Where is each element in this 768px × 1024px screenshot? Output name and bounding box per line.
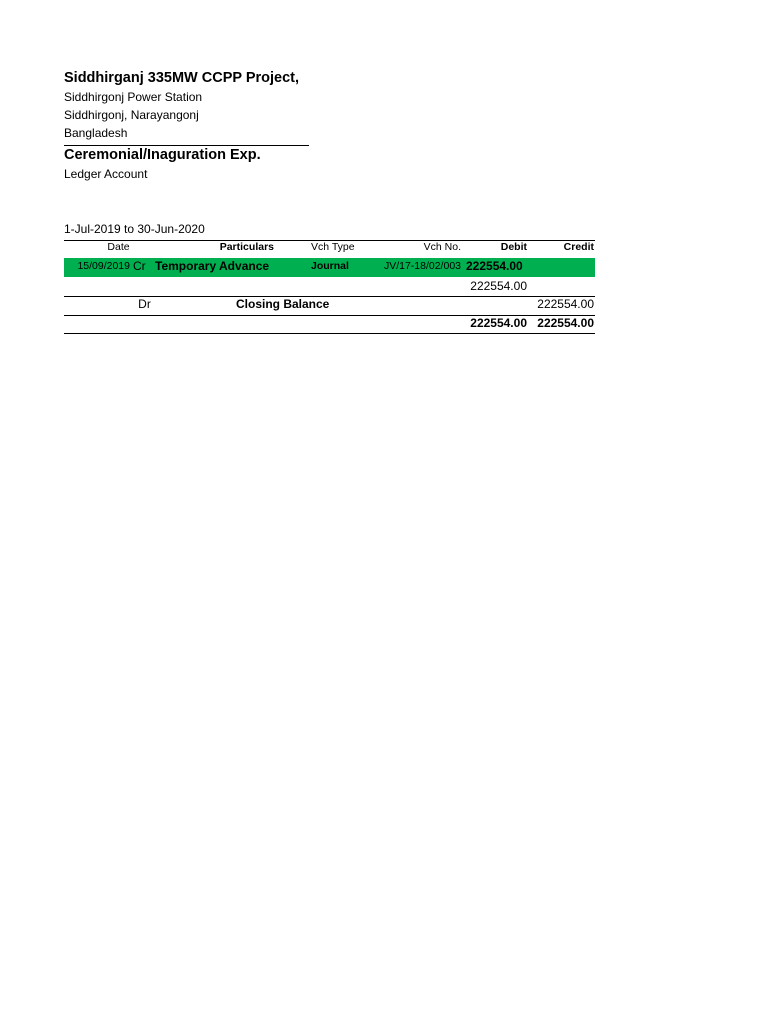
account-type: Ledger Account <box>64 167 148 181</box>
column-header-date: Date <box>107 241 130 253</box>
company-name: Siddhirganj 335MW CCPP Project, <box>64 70 300 86</box>
total-debit: 222554.00 <box>470 316 527 330</box>
row-particulars: Temporary Advance <box>155 259 270 273</box>
row-debit: 222554.00 <box>466 259 523 273</box>
address-line-3: Bangladesh <box>64 126 128 140</box>
subtotal-debit: 222554.00 <box>470 279 527 293</box>
row-vch-type: Journal <box>311 260 349 272</box>
column-header-credit: Credit <box>563 241 594 253</box>
row-date: 15/09/2019 <box>77 260 130 272</box>
column-header-vch-no: Vch No. <box>423 241 461 253</box>
column-header-vch-type: Vch Type <box>311 241 355 253</box>
closing-particulars: Closing Balance <box>236 297 330 311</box>
row-vch-no: JV/17-18/02/003 <box>383 260 461 272</box>
closing-credit: 222554.00 <box>537 297 594 311</box>
account-name: Ceremonial/Inaguration Exp. <box>64 147 261 163</box>
column-header-debit: Debit <box>500 241 527 253</box>
row-drcr: Cr <box>133 259 146 273</box>
address-line-2: Siddhirgonj, Narayangonj <box>64 108 199 122</box>
header-divider <box>64 145 309 146</box>
report-period: 1-Jul-2019 to 30-Jun-2020 <box>64 222 205 236</box>
address-line-1: Siddhirgonj Power Station <box>64 90 203 104</box>
closing-drcr: Dr <box>138 297 151 311</box>
total-bottom-border <box>64 333 595 334</box>
total-credit: 222554.00 <box>537 316 594 330</box>
column-header-particulars: Particulars <box>219 241 274 253</box>
